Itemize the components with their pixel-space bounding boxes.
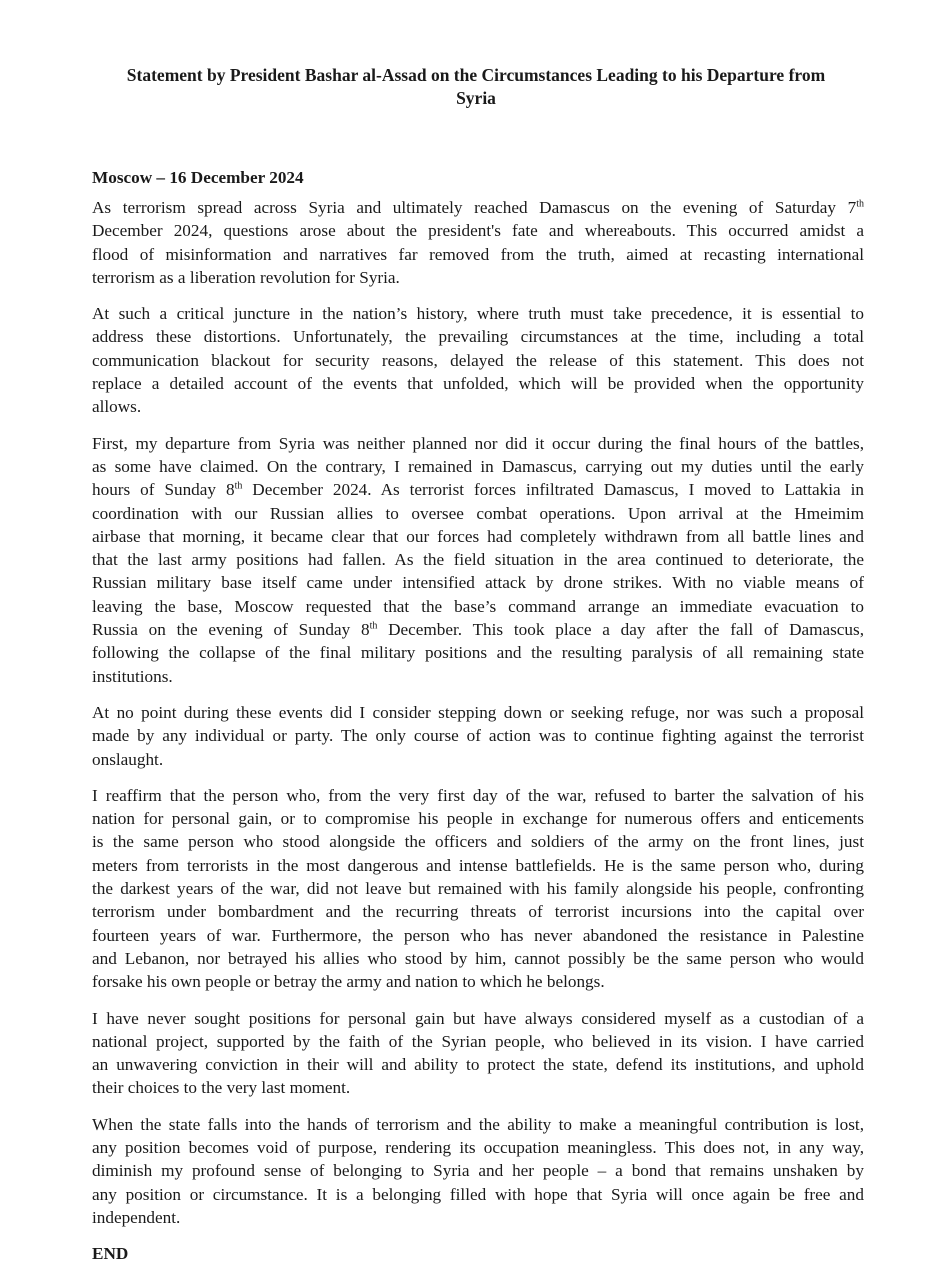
paragraph-line: hours of Sunday 8th December 2024. As terrorist forces infiltrated Damascus, I moved to Lattakia in: [92, 480, 864, 500]
paragraph-line: allows.: [92, 397, 142, 417]
paragraph-line: made by any individual or party. The only course of action was to continue fighting against the terrorist: [92, 726, 864, 746]
paragraph-line: Russian military base itself came under intensified attack by drone strikes. With no viable means of: [92, 573, 864, 593]
body-paragraph: [92, 302, 864, 418]
end-marker: END: [92, 1244, 129, 1264]
paragraph-line: communication blackout for security reasons, delayed the release of this statement. This does not: [92, 350, 864, 370]
paragraph-line: Russia on the evening of Sunday 8th December. This took place a day after the fall of Damascus,: [92, 620, 864, 640]
paragraph-line: At such a critical juncture in the nation’s history, where truth must take precedence, it is essential to: [92, 304, 864, 324]
paragraph-line: December 2024, questions arose about the president's fate and whereabouts. This occurred amidst a: [92, 221, 864, 241]
body-paragraph: [92, 1113, 864, 1229]
ordinal-superscript: th: [856, 198, 864, 210]
paragraph-line: terrorism as a liberation revolution for Syria.: [92, 267, 400, 287]
body-paragraph: [92, 432, 864, 688]
paragraph-line: fourteen years of war. Furthermore, the person who has never abandoned the resistance in Palestine: [92, 925, 864, 945]
paragraph-line: coordination with our Russian allies to oversee combat operations. Upon arrival at the Hmeimim: [92, 503, 864, 523]
title-line-1: Statement by President Bashar al-Assad on the Circumstances Leading to his Departure from: [126, 65, 826, 85]
body-paragraph: [92, 196, 864, 289]
paragraph-line: flood of misinformation and narratives far removed from the truth, aimed at recasting international: [92, 244, 864, 264]
paragraph-line: I have never sought positions for personal gain but have always considered myself as a custodian of a: [92, 1008, 864, 1028]
paragraph-line: an unwavering conviction in their will and ability to protect the state, defend its institutions, and uphold: [92, 1055, 864, 1075]
paragraph-line: When the state falls into the hands of terrorism and the ability to make a meaningful contribution is lost,: [92, 1114, 864, 1134]
paragraph-line: any position or circumstance. It is a belonging filled with hope that Syria will once again be free and: [92, 1184, 864, 1204]
paragraph-line: any position becomes void of purpose, rendering its occupation meaningless. This does not, in any way,: [92, 1137, 864, 1157]
paragraph-line: replace a detailed account of the events that unfolded, which will be provided when the opportunity: [92, 374, 864, 394]
paragraph-line: I reaffirm that the person who, from the very first day of the war, refused to barter the salvation of his: [92, 785, 864, 805]
paragraph-line: their choices to the very last moment.: [92, 1078, 351, 1098]
dateline: Moscow – 16 December 2024: [92, 168, 304, 187]
paragraph-line: forsake his own people or betray the army and nation to which he belongs.: [92, 972, 605, 992]
paragraph-line: onslaught.: [92, 749, 164, 769]
paragraph-line: diminish my profound sense of belonging to Syria and her people – a bond that remains unshaken by: [92, 1161, 864, 1181]
body-paragraph: [92, 1007, 864, 1100]
paragraph-line: following the collapse of the final military positions and the resulting paralysis of all remaining state: [92, 643, 864, 663]
paragraph-line: that the last army positions had fallen. As the field situation in the area continued to deteriorate, the: [92, 550, 864, 570]
paragraph-line: is the same person who stood alongside the officers and soldiers of the army on the front lines, just: [92, 832, 864, 852]
paragraph-line: institutions.: [92, 666, 173, 686]
paragraph-line: meters from terrorists in the most dangerous and intense battlefields. He is the same person who, during: [92, 855, 864, 875]
paragraph-line: leaving the base, Moscow requested that the base’s command arrange an immediate evacuation to: [92, 596, 864, 616]
title-line-2: Syria: [456, 88, 496, 108]
paragraph-line: airbase that morning, it became clear that our forces had completely withdrawn from all battle lines and: [92, 526, 864, 546]
paragraph-line: terrorism under bombardment and the recurring threats of terrorist incursions into the capital over: [92, 902, 864, 922]
statement-body: [92, 196, 864, 1229]
paragraph-line: independent.: [92, 1207, 181, 1227]
paragraph-line: national project, supported by the faith of the Syrian people, who believed in its vision. I have carried: [92, 1031, 864, 1051]
paragraph-line: First, my departure from Syria was neither planned nor did it occur during the final hours of the battles,: [92, 433, 864, 453]
body-paragraph: [92, 701, 864, 771]
paragraph-line: nation for personal gain, or to compromise his people in exchange for numerous offers and enticements: [92, 809, 864, 829]
body-paragraph: [92, 784, 864, 994]
paragraph-line: as some have claimed. On the contrary, I remained in Damascus, carrying out my duties until the early: [92, 456, 864, 476]
paragraph-line: As terrorism spread across Syria and ultimately reached Damascus on the evening of Saturday 7th: [92, 198, 864, 217]
statement-title: [92, 64, 864, 110]
paragraph-line: the darkest years of the war, did not leave but remained with his family alongside his people, confronting: [92, 879, 864, 899]
paragraph-line: and Lebanon, nor betrayed his allies who stood by him, cannot possibly be the same person who would: [92, 948, 864, 968]
paragraph-line: address these distortions. Unfortunately, the prevailing circumstances at the time, including a total: [92, 327, 864, 347]
paragraph-line: At no point during these events did I consider stepping down or seeking refuge, nor was such a proposal: [92, 702, 864, 722]
